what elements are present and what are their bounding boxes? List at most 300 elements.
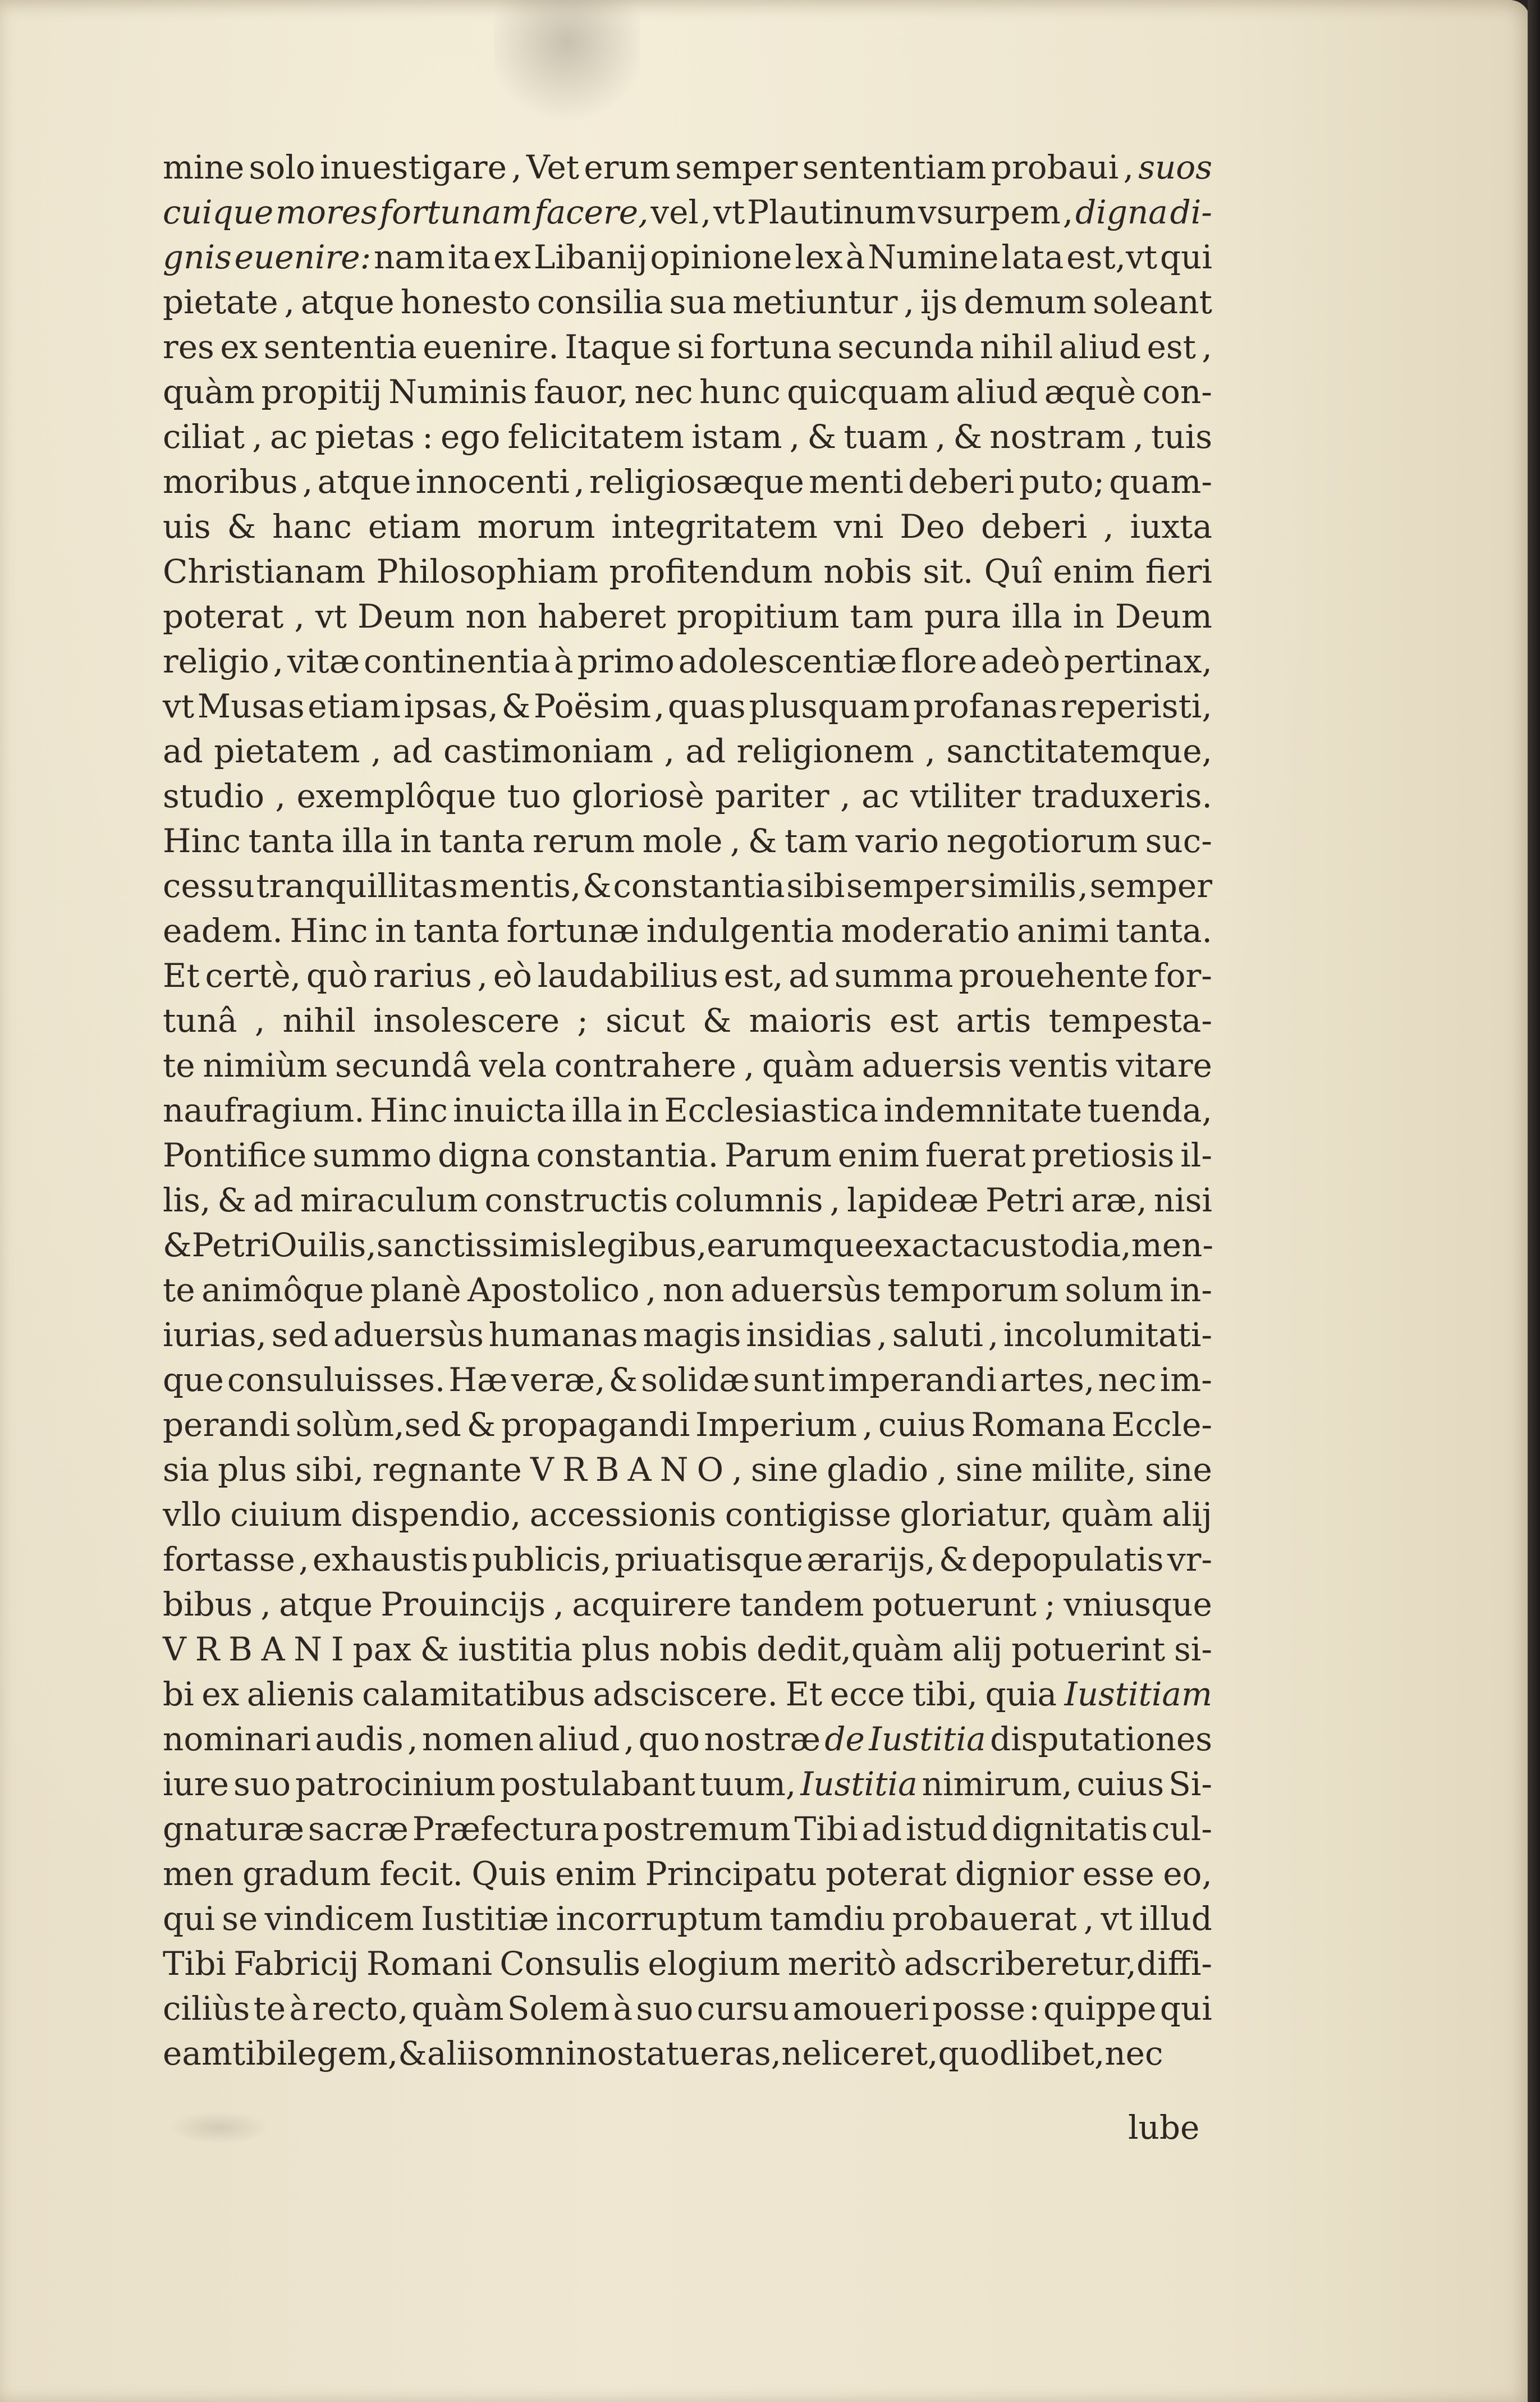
text-word: suos [1138,148,1212,186]
text-word: à [553,642,574,680]
text-word: quàm [163,373,255,411]
text-word: quicquam [787,373,950,411]
text-word: adsciscere. [593,1675,778,1713]
text-line [163,504,1212,549]
text-word: vitare [1116,1046,1212,1085]
text-word: Tibi [794,1810,858,1848]
text-word: Solem [507,1989,610,2028]
text-word: animi [1016,912,1109,950]
text-word: bibus [163,1585,253,1623]
text-word: fieri [1145,552,1212,591]
text-word: te [163,1046,195,1085]
text-word: con- [1142,373,1212,411]
text-word: sibi [786,867,845,905]
text-word: Apostolico [467,1271,640,1309]
text-word: quippe [1043,1989,1157,2028]
text-word: fortuna [710,328,832,366]
text-word: Numine [868,238,999,276]
text-word: Consulis [499,1945,641,1983]
text-line [163,1986,1212,2031]
text-word: secundâ [335,1046,472,1085]
text-word: postulabant [499,1765,695,1803]
text-word: plusquam [749,687,910,725]
text-word: , [988,1316,999,1354]
text-word: , [1078,867,1088,905]
text-word: in- [1170,1271,1212,1309]
text-line [163,145,1212,190]
text-word: à [289,1989,309,2028]
text-word: V [163,1630,186,1668]
text-word: illa [571,1091,622,1129]
text-word: N [659,1451,689,1489]
text-word: Parum [724,1136,832,1174]
text-word: il- [1180,1136,1212,1174]
text-word: fecit. [379,1855,463,1893]
text-word: aliud [956,373,1038,411]
text-word: vel [650,193,699,231]
text-word: , [935,418,946,456]
text-word: propitij [261,373,382,411]
page-edge-shadow [1528,0,1540,2402]
text-word: ac [269,418,308,456]
text-word: Fabricij [233,1945,359,1983]
text-word: libet,nec [1020,2034,1163,2072]
text-word: nimirum, [922,1765,1072,1803]
text-word: moderatio [841,912,1010,950]
text-word: Vet [526,148,580,186]
text-word: elogium [648,1945,781,1983]
text-word: quàm [762,1046,854,1085]
text-word: indulgentia [646,912,834,950]
text-word: recto, [312,1989,409,2028]
text-word: suo [233,1765,291,1803]
text-word: dedit,quàm [757,1630,943,1668]
text-line [163,774,1212,818]
text-line [163,2031,1212,2076]
text-word: iure [163,1765,229,1803]
text-word: profitendum [609,552,813,591]
text-word: solidæ [641,1361,750,1399]
text-word: ; [577,1001,588,1040]
text-word: si [677,328,704,366]
text-word: tanta [413,912,499,950]
text-word: mole [642,822,723,860]
text-word: cul- [1151,1810,1212,1848]
text-word: contigisse [725,1495,891,1534]
text-word: , [732,1451,742,1489]
text-word: exhaustis [312,1540,469,1579]
text-line [163,1627,1212,1672]
text-word: qui [163,1900,216,1938]
text-word: erum [584,148,671,186]
text-word: sia [163,1451,209,1489]
text-word: & [227,507,256,546]
text-word: continentia [364,642,551,680]
text-word: & [748,822,777,860]
text-word: uis [163,507,211,546]
text-word: potuerint [1011,1630,1166,1668]
text-word: vt [315,597,347,635]
text-line [163,729,1212,774]
text-word: , [925,732,936,770]
text-word: temporum [887,1271,1059,1309]
text-word: , [829,1181,841,1219]
text-word: tunâ [163,1001,237,1040]
text-word: innocenti [415,463,570,501]
paper-smudge [168,2111,269,2144]
text-word: constructis [484,1181,668,1219]
text-word: religiosæque [589,463,804,501]
text-line [163,998,1212,1043]
text-word: à [845,238,865,276]
text-word: fortasse [163,1540,295,1579]
text-word: nihil [282,1001,356,1040]
text-word: incolumitati- [1003,1316,1212,1354]
text-word: im- [1159,1361,1212,1399]
text-word: fortunam [379,193,533,231]
text-word: liceret, [821,2034,938,2072]
text-word: contrahere [554,1046,736,1085]
text-word: dignitatis [991,1810,1148,1848]
text-word: meritò [787,1945,897,1983]
text-word: bi [163,1675,194,1713]
text-line [163,1537,1212,1582]
text-word: lex [795,238,843,276]
text-word: Iustitia [869,1720,986,1758]
text-line [163,235,1212,280]
text-word: , [645,1271,657,1309]
text-word: nihil [979,328,1053,366]
text-word: vtiliter [910,777,1021,815]
text-word: primo [577,642,675,680]
text-word: iustitia [458,1630,573,1668]
text-word: A [261,1630,285,1668]
text-word: atque [301,283,395,321]
text-line [163,1088,1212,1133]
text-word: consuluisses. [227,1361,446,1399]
text-word: solum [1065,1271,1164,1309]
text-word: Hinc [369,1091,448,1129]
text-word: lata [1001,238,1064,276]
text-word: , [1202,328,1212,366]
text-word: gradum [242,1855,372,1893]
text-word: disputationes [989,1720,1212,1758]
text-word: fauor, [534,373,629,411]
text-word: , [624,1720,635,1758]
text-word: O [696,1451,724,1489]
text-word: eò [493,957,532,995]
text-word: ad [253,1181,294,1219]
text-word: quia [985,1675,1057,1713]
text-word: V [530,1451,554,1489]
text-word: æquè [1044,373,1136,411]
text-word: & [163,1226,192,1264]
text-word: tuenda, [1087,1091,1212,1129]
text-word: qui [1159,238,1212,276]
text-word: illud [1139,1900,1212,1938]
text-word: hunc [699,373,781,411]
text-word: Philosophiam [376,552,599,591]
text-word: tuo [507,777,561,815]
text-line [163,1178,1212,1223]
text-word: atque [317,463,411,501]
text-word: Poësim [533,687,652,725]
text-line [163,414,1212,459]
text-word: est, [723,957,783,995]
text-word: res [163,328,214,366]
text-word: pax [352,1630,411,1668]
text-word: adolescentiæ [678,642,897,680]
text-word: , [299,1540,309,1579]
text-word: reperisti, [1061,687,1212,725]
text-word: exacta [874,1226,982,1264]
text-word: qui [1159,1989,1212,2028]
text-word: sua [669,283,727,321]
text-word: nec [1098,1361,1157,1399]
text-word: , [1103,507,1114,546]
text-word: semper [675,148,798,186]
text-word: enim [837,1136,920,1174]
text-word: Libanij [533,238,648,276]
text-word: , [877,1316,887,1354]
text-word: laudabilius [537,957,718,995]
text-word: dispendio, [351,1495,521,1534]
text-line [163,549,1212,594]
text-word: vario [855,822,939,860]
text-word: Hinc [163,822,241,860]
text-word: gloriosè [571,777,704,815]
text-word: , [937,1451,947,1489]
text-word: audis [315,1720,404,1758]
text-word: , [252,418,263,456]
text-word: semper [846,867,969,905]
text-word: , [294,597,305,635]
text-word: quàm [1061,1495,1153,1534]
text-word: in [627,1091,659,1129]
text-word: cuique [163,193,274,231]
text-word: plus [581,1630,650,1668]
text-word: summo [313,1136,432,1174]
text-word: R [562,1451,587,1489]
text-word: adscriberetur,diffi- [904,1945,1212,1983]
text-line [163,1582,1212,1627]
text-word: ad [685,732,726,770]
text-word: & [501,687,531,725]
text-word: ac [861,777,900,815]
text-word: nimiùm [203,1046,328,1085]
text-word: Iustitiæ [421,1900,549,1938]
text-word: acquirere [572,1585,732,1623]
text-word: R [195,1630,220,1668]
text-word: fuerat [925,1136,1026,1174]
text-word: semper [1089,867,1212,905]
text-word: tuam [844,418,928,456]
text-word: artes, [1000,1361,1095,1399]
text-word: tranquillitas [256,867,458,905]
text-word: , [1133,418,1144,456]
text-word: tibi [232,2034,287,2072]
text-word: maioris [749,1001,872,1040]
text-word: ego [440,418,501,456]
text-word: sit. [923,552,974,591]
text-line [163,324,1212,369]
text-word: vni [833,507,884,546]
text-word: constantia [613,867,785,905]
text-line [163,1941,1212,1986]
text-word: milite, [1031,1451,1136,1489]
text-word: Et [785,1675,823,1713]
text-word: demum [964,283,1087,321]
text-word: legem, [287,2034,398,2072]
text-word: & [217,1181,247,1219]
text-line [163,1447,1212,1492]
text-word: solo [249,148,315,186]
text-word: puto; [1019,463,1104,501]
text-word: vitæ [287,642,360,680]
text-word: humanas [488,1316,638,1354]
text-word: depopulatis [971,1540,1164,1579]
text-word: veræ, [511,1361,606,1399]
text-word: Iustitia [800,1765,918,1803]
text-word: lapideæ [847,1181,979,1219]
text-word: nobis [659,1630,748,1668]
text-line [163,369,1212,414]
text-word: ecce [829,1675,905,1713]
text-word: inuestigare [319,148,507,186]
text-word: naufragium. [163,1091,365,1129]
text-word: planè [370,1271,461,1309]
text-word: aduersis [861,1046,1002,1085]
text-word: , [730,822,741,860]
text-word: aræ, [1071,1181,1147,1219]
text-word: aduersùs [730,1271,881,1309]
text-word: perandi [163,1406,290,1444]
text-word: nostram [989,418,1126,456]
text-word: posse [932,1989,1026,2028]
text-word: Numinis [388,373,528,411]
text-word: Eccle- [1111,1406,1212,1444]
text-word: iurias, [163,1316,267,1354]
text-word: nominari [163,1720,311,1758]
text-word: , [273,642,284,680]
text-word: ipsas, [404,687,498,725]
text-word: : [1029,1989,1040,2028]
text-word: nec [634,373,693,411]
text-word: studio [163,777,265,815]
text-word: amoueri [792,1989,929,2028]
catchword: lube [1128,2108,1200,2147]
text-word: indemnitate [883,1091,1083,1129]
text-word: tanta [439,822,525,860]
text-word: morum [477,507,595,546]
text-word: sine [750,1451,818,1489]
text-word: di- [1170,193,1212,231]
text-line [163,1851,1212,1896]
text-word: pariter [715,777,829,815]
text-word: constantia. [536,1136,719,1174]
text-word: Romani [366,1945,493,1983]
text-word: se [222,1900,258,1938]
text-word: enim [1053,552,1135,591]
text-word: quò [306,957,368,995]
text-word: magis [643,1316,741,1354]
text-word: menti [809,463,904,501]
text-word: & [466,1406,496,1444]
text-word: pietate [163,283,278,321]
text-line [163,1806,1212,1851]
text-word: alij [952,1630,1003,1668]
text-line [163,1672,1212,1717]
text-word: cursu [696,1989,790,2028]
text-word: & [608,1361,638,1399]
text-word: ciliat [163,418,245,456]
text-word: euenire. [423,328,559,366]
text-word: , [1083,1900,1094,1938]
text-word: dignior [955,1855,1074,1893]
text-word: rerum [532,822,635,860]
text-word: castimoniam [443,732,654,770]
text-word: Itaque [565,328,671,366]
text-word: Pontifice [163,1136,307,1174]
text-word: , [1123,148,1134,186]
text-word: quam- [1109,463,1212,501]
text-word: vela [479,1046,547,1085]
text-word: quod [938,2034,1021,2072]
text-word: , [574,463,585,501]
text-word: vsurpem [918,193,1061,231]
text-word: Deum [358,597,455,635]
text-word: , [744,1046,755,1085]
text-word: esse [1082,1855,1154,1893]
text-word: tempesta- [1048,1001,1212,1040]
text-word: mine [163,148,245,186]
text-word: & [953,418,983,456]
text-line [163,1762,1212,1806]
text-word: in [1072,597,1104,635]
text-word: rarius [373,957,472,995]
text-word: Præfectura [412,1810,599,1848]
text-word: probauerat [892,1900,1077,1938]
text-word: istam [691,418,782,456]
text-word: ; [1044,1585,1056,1623]
ink-stain [494,0,640,140]
text-word: similis [970,867,1076,905]
text-word: tuum, [699,1765,796,1803]
text-word: vt [1101,1900,1133,1938]
text-word: ex [220,328,258,366]
text-line [163,863,1212,908]
text-word: , [371,732,382,770]
text-word: opinione [650,238,792,276]
text-word: ijs [920,283,958,321]
text-word: ita [447,238,491,276]
text-word: sacræ [308,1810,409,1848]
text-line [163,1223,1212,1268]
text-word: atque [279,1585,373,1623]
text-word: tibi, [912,1675,978,1713]
text-word: à [613,1989,633,2028]
text-word: statueras,ne [616,2034,822,2072]
text-word: sicut [606,1001,685,1040]
text-word: , [477,957,488,995]
text-word: saluti [892,1316,983,1354]
text-word: cessu [163,867,255,905]
text-word: deberi [908,463,1015,501]
text-word: pura [924,597,1001,635]
text-word: sententia [263,328,417,366]
text-line [163,1896,1212,1941]
text-word: I [331,1630,344,1668]
